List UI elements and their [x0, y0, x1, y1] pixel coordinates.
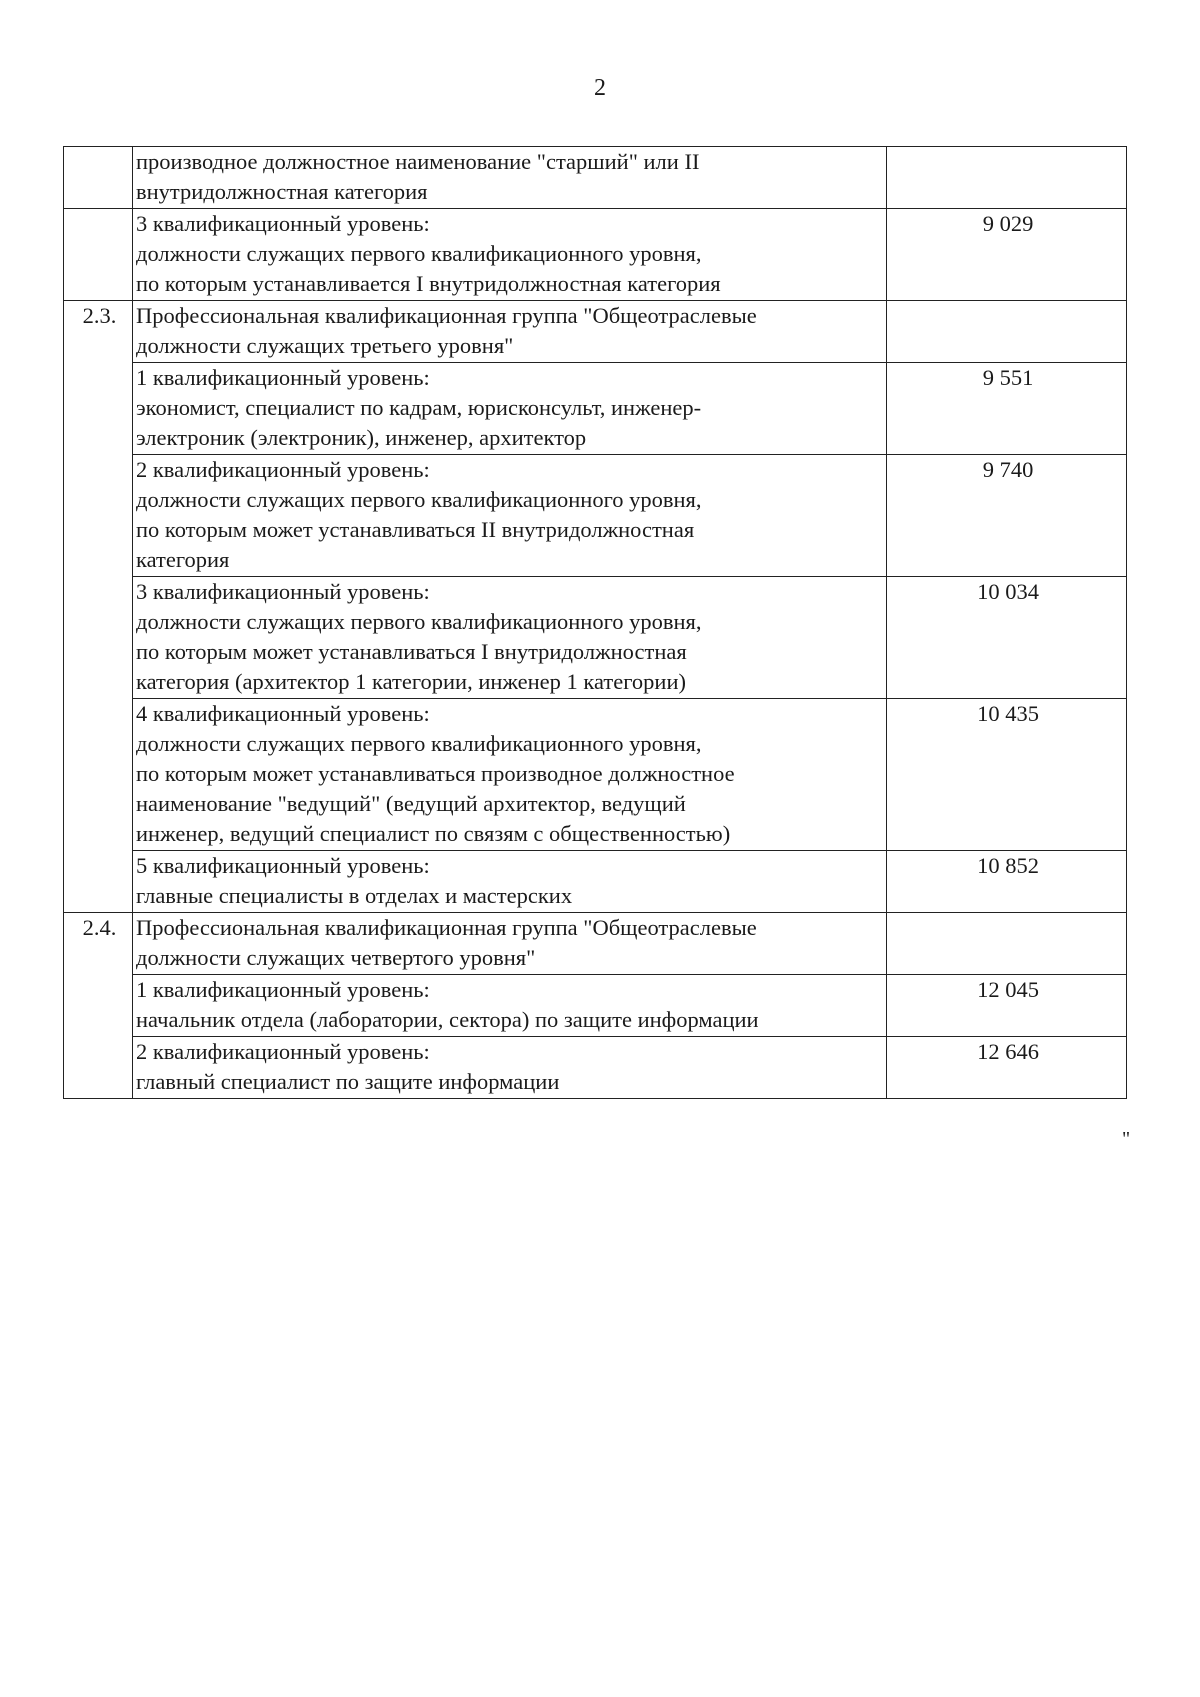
salary-table	[63, 146, 1127, 1099]
description-line: 5 квалификационный уровень:	[136, 853, 430, 878]
table-row	[64, 1037, 1127, 1099]
page-number: 2	[594, 75, 606, 101]
row-number	[64, 147, 133, 209]
row-value: 9 740	[887, 455, 1127, 577]
description-line: 1 квалификационный уровень:	[136, 977, 430, 1002]
row-description	[133, 363, 887, 455]
row-number	[64, 851, 133, 913]
description-line: 1 квалификационный уровень:	[136, 365, 430, 390]
description-line: 2 квалификационный уровень:	[136, 457, 430, 482]
row-description	[133, 913, 887, 975]
description-line: главный специалист по защите информации	[136, 1069, 560, 1094]
row-value: 10 852	[887, 851, 1127, 913]
row-number: 2.4.	[64, 913, 133, 975]
row-number	[64, 455, 133, 577]
row-number: 2.3.	[64, 301, 133, 363]
row-description	[133, 699, 887, 851]
table-row	[64, 851, 1127, 913]
row-number	[64, 209, 133, 301]
description-line: по которым может устанавливаться производное должностное	[136, 761, 735, 786]
description-line: 2 квалификационный уровень:	[136, 1039, 430, 1064]
description-line: по которым устанавливается I внутридолжностная категория	[136, 271, 721, 296]
row-value	[887, 301, 1127, 363]
description-line: по которым может устанавливаться I внутридолжностная	[136, 639, 687, 664]
row-value	[887, 147, 1127, 209]
table-row	[64, 975, 1127, 1037]
description-line: должности служащих третьего уровня"	[136, 333, 514, 358]
row-value: 10 435	[887, 699, 1127, 851]
description-line: категория (архитектор 1 категории, инженер 1 категории)	[136, 669, 686, 694]
table-row	[64, 147, 1127, 209]
description-line: экономист, специалист по кадрам, юрисконсульт, инженер-	[136, 395, 702, 420]
row-value: 12 646	[887, 1037, 1127, 1099]
description-line: Профессиональная квалификационная группа "Общеотраслевые	[136, 303, 757, 328]
table-row	[64, 301, 1127, 363]
description-line: инженер, ведущий специалист по связям с общественностью)	[136, 821, 731, 846]
description-line: должности служащих первого квалификационного уровня,	[136, 731, 702, 756]
description-line: должности служащих четвертого уровня"	[136, 945, 536, 970]
description-line: Профессиональная квалификационная группа "Общеотраслевые	[136, 915, 757, 940]
row-number	[64, 363, 133, 455]
description-line: 3 квалификационный уровень:	[136, 579, 430, 604]
row-value: 9 551	[887, 363, 1127, 455]
description-line: главные специалисты в отделах и мастерских	[136, 883, 573, 908]
row-number	[64, 1037, 133, 1099]
row-number	[64, 577, 133, 699]
row-value: 9 029	[887, 209, 1127, 301]
table-row	[64, 577, 1127, 699]
description-line: 3 квалификационный уровень:	[136, 211, 430, 236]
table-row	[64, 913, 1127, 975]
row-number	[64, 975, 133, 1037]
table-row	[64, 455, 1127, 577]
row-value: 10 034	[887, 577, 1127, 699]
description-line: должности служащих первого квалификационного уровня,	[136, 487, 702, 512]
row-description	[133, 209, 887, 301]
row-description	[133, 1037, 887, 1099]
table-row	[64, 209, 1127, 301]
description-line: производное должностное наименование "старший" или II	[136, 149, 700, 174]
row-value: 12 045	[887, 975, 1127, 1037]
row-description	[133, 851, 887, 913]
row-description	[133, 577, 887, 699]
description-line: должности служащих первого квалификационного уровня,	[136, 241, 702, 266]
description-line: должности служащих первого квалификационного уровня,	[136, 609, 702, 634]
description-line: категория	[136, 547, 230, 572]
description-line: внутридолжностная категория	[136, 179, 428, 204]
row-description	[133, 301, 887, 363]
row-number	[64, 699, 133, 851]
description-line: по которым может устанавливаться II внутридолжностная	[136, 517, 695, 542]
closing-quote-mark: "	[1122, 1128, 1131, 1150]
row-description	[133, 455, 887, 577]
table-row	[64, 699, 1127, 851]
row-description	[133, 975, 887, 1037]
description-line: электроник (электроник), инженер, архитектор	[136, 425, 587, 450]
row-description	[133, 147, 887, 209]
description-line: начальник отдела (лаборатории, сектора) по защите информации	[136, 1007, 759, 1032]
description-line: наименование "ведущий" (ведущий архитектор, ведущий	[136, 791, 686, 816]
table-row	[64, 363, 1127, 455]
description-line: 4 квалификационный уровень:	[136, 701, 430, 726]
row-value	[887, 913, 1127, 975]
